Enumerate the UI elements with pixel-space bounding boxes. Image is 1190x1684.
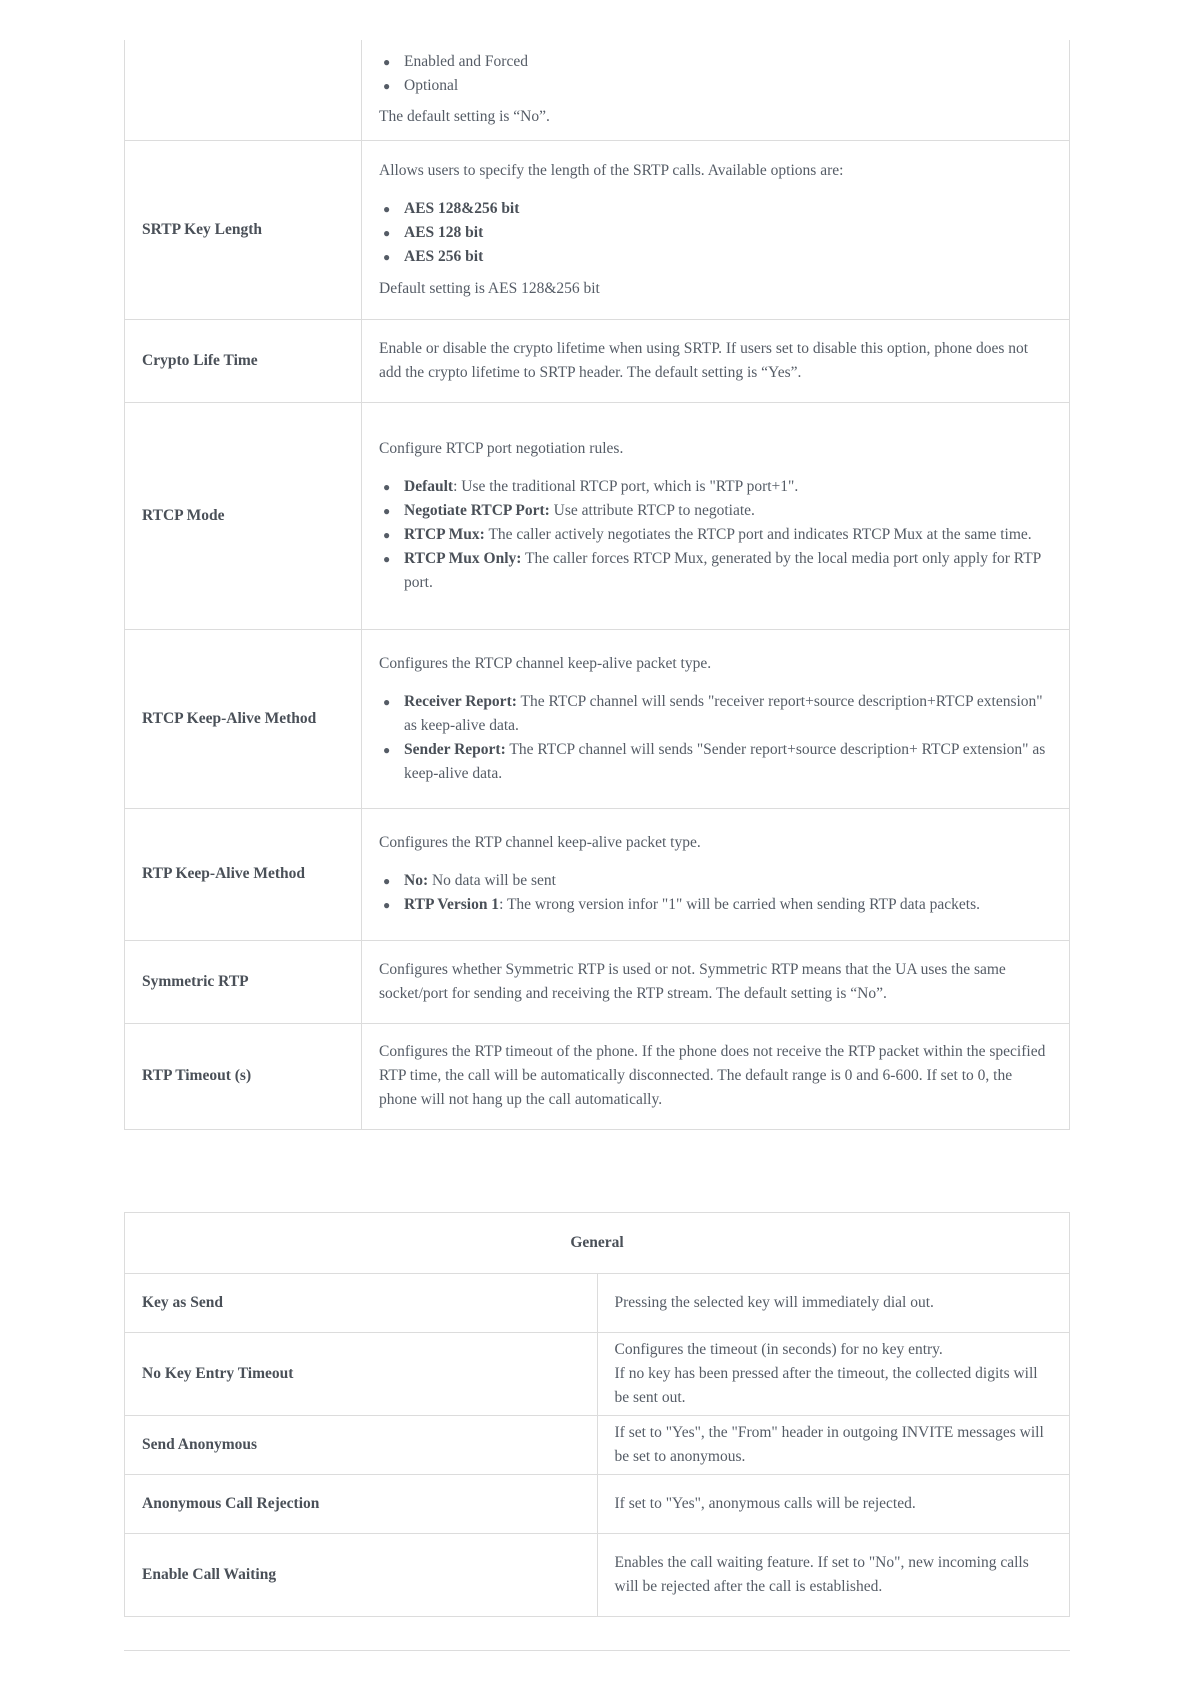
- row-label: No Key Entry Timeout: [125, 1333, 598, 1416]
- option-list: [379, 197, 1052, 269]
- option-list: [379, 690, 1052, 786]
- option-list: [379, 869, 1052, 917]
- list-item: [379, 197, 1052, 221]
- description-line: If no key has been pressed after the timeout, the collected digits will be sent out.: [614, 1365, 1038, 1406]
- table-row: [125, 1274, 1070, 1333]
- row-label: Key as Send: [125, 1274, 598, 1333]
- row-description: If set to "Yes", the "From" header in outgoing INVITE messages will be set to anonymous.: [597, 1416, 1070, 1475]
- list-item: [379, 738, 1052, 786]
- table-row: [125, 940, 1070, 1023]
- row-description: Enables the call waiting feature. If set to "No", new incoming calls will be rejected after the call is established.: [597, 1534, 1070, 1617]
- row-intro: Allows users to specify the length of the SRTP calls. Available options are:: [379, 161, 844, 179]
- table-row: [125, 1416, 1070, 1475]
- row-description: Pressing the selected key will immediately dial out.: [597, 1274, 1070, 1333]
- row-intro: Configures the RTCP channel keep-alive packet type.: [379, 654, 712, 672]
- option-list: [379, 475, 1052, 595]
- list-item: ● Enabled and Forced: [379, 50, 1052, 74]
- table-row: [125, 140, 1070, 319]
- table-row: [125, 1534, 1070, 1617]
- row-label: RTP Timeout (s): [125, 1023, 362, 1129]
- list-item: [379, 523, 1052, 547]
- list-item: ● Optional: [379, 74, 1052, 98]
- default-note: Default setting is AES 128&256 bit: [379, 279, 600, 297]
- row-description: Configures the RTP timeout of the phone. If the phone does not receive the RTP packet within the specified RTP time, the call will be automatically disconnected. The default range is 0 and 6-600. If set to 0, the phone will not hang up the call automatically.: [362, 1023, 1070, 1129]
- option-term: RTCP Mux:: [404, 525, 485, 543]
- settings-table-general: [124, 1212, 1070, 1617]
- row-description: [362, 40, 1070, 140]
- default-note: The default setting is “No”.: [379, 108, 550, 126]
- option-text: : The wrong version infor "1" will be carried when sending RTP data packets.: [499, 896, 980, 913]
- bottom-divider: [124, 1650, 1070, 1651]
- table-row: [125, 1023, 1070, 1129]
- row-description: Configures whether Symmetric RTP is used or not. Symmetric RTP means that the UA uses the same socket/port for sending and receiving the RTP stream. The default setting is “No”.: [362, 940, 1070, 1023]
- row-description: [362, 402, 1070, 629]
- option-text: No data will be sent: [428, 872, 556, 889]
- option-term: Negotiate RTCP Port:: [404, 501, 550, 519]
- list-item: [379, 869, 1052, 893]
- table-row: [125, 808, 1070, 940]
- table-row: [125, 402, 1070, 629]
- option-text: Use attribute RTCP to negotiate.: [549, 501, 755, 519]
- list-item: [379, 245, 1052, 269]
- row-label: Anonymous Call Rejection: [125, 1475, 598, 1534]
- table-row: [125, 629, 1070, 808]
- row-label: Enable Call Waiting: [125, 1534, 598, 1617]
- option-term: AES 128&256 bit: [404, 199, 520, 217]
- row-description: [362, 629, 1070, 808]
- list-item: [379, 690, 1052, 738]
- row-label: Symmetric RTP: [125, 940, 362, 1023]
- row-label: RTP Keep-Alive Method: [125, 808, 362, 940]
- option-term: Receiver Report:: [404, 692, 517, 710]
- list-item: [379, 499, 1052, 523]
- row-label: RTCP Keep-Alive Method: [125, 629, 362, 808]
- row-intro: Configures the RTP channel keep-alive packet type.: [379, 834, 701, 851]
- option-term: AES 256 bit: [404, 247, 484, 265]
- table-header-row: [125, 1213, 1070, 1274]
- list-item: [379, 547, 1052, 595]
- settings-table-media: [124, 40, 1070, 1130]
- description-line: Configures the timeout (in seconds) for no key entry.: [614, 1341, 943, 1358]
- row-intro: Configure RTCP port negotiation rules.: [379, 439, 624, 457]
- row-description: If set to "Yes", anonymous calls will be rejected.: [597, 1475, 1070, 1534]
- row-description: [362, 140, 1070, 319]
- table-row: [125, 1333, 1070, 1416]
- row-label: SRTP Key Length: [125, 140, 362, 319]
- option-term: Sender Report:: [404, 740, 506, 758]
- option-term: AES 128 bit: [404, 223, 484, 241]
- table-row: [125, 1475, 1070, 1534]
- list-item: [379, 475, 1052, 499]
- section-header: General: [125, 1213, 1070, 1274]
- row-label: RTCP Mode: [125, 402, 362, 629]
- option-text: The RTCP channel will sends "receiver report+source description+RTCP extension" as keep-alive data.: [404, 692, 1043, 734]
- option-list: [379, 50, 1052, 98]
- row-label: Send Anonymous: [125, 1416, 598, 1475]
- row-description: [362, 808, 1070, 940]
- table-row: [125, 319, 1070, 402]
- row-label: Crypto Life Time: [125, 319, 362, 402]
- table-row: [125, 40, 1070, 140]
- list-item: [379, 893, 1052, 917]
- list-item: [379, 221, 1052, 245]
- option-text: The caller actively negotiates the RTCP port and indicates RTCP Mux at the same time.: [484, 525, 1032, 543]
- option-text: The caller forces RTCP Mux, generated by the local media port only apply for RTP port.: [404, 549, 1041, 591]
- option-term: Default: [404, 477, 454, 495]
- option-text: : Use the traditional RTCP port, which is "RTP port+1".: [453, 477, 799, 495]
- option-term: No:: [404, 872, 429, 889]
- row-description: [597, 1333, 1070, 1416]
- option-term: RTP Version 1: [404, 896, 500, 913]
- option-term: RTCP Mux Only:: [404, 549, 522, 567]
- row-description: Enable or disable the crypto lifetime when using SRTP. If users set to disable this option, phone does not add the crypto lifetime to SRTP header. The default setting is “Yes”.: [362, 319, 1070, 402]
- row-label-empty: [125, 40, 362, 140]
- option-text: The RTCP channel will sends "Sender report+source description+ RTCP extension" as keep-alive data.: [404, 740, 1046, 782]
